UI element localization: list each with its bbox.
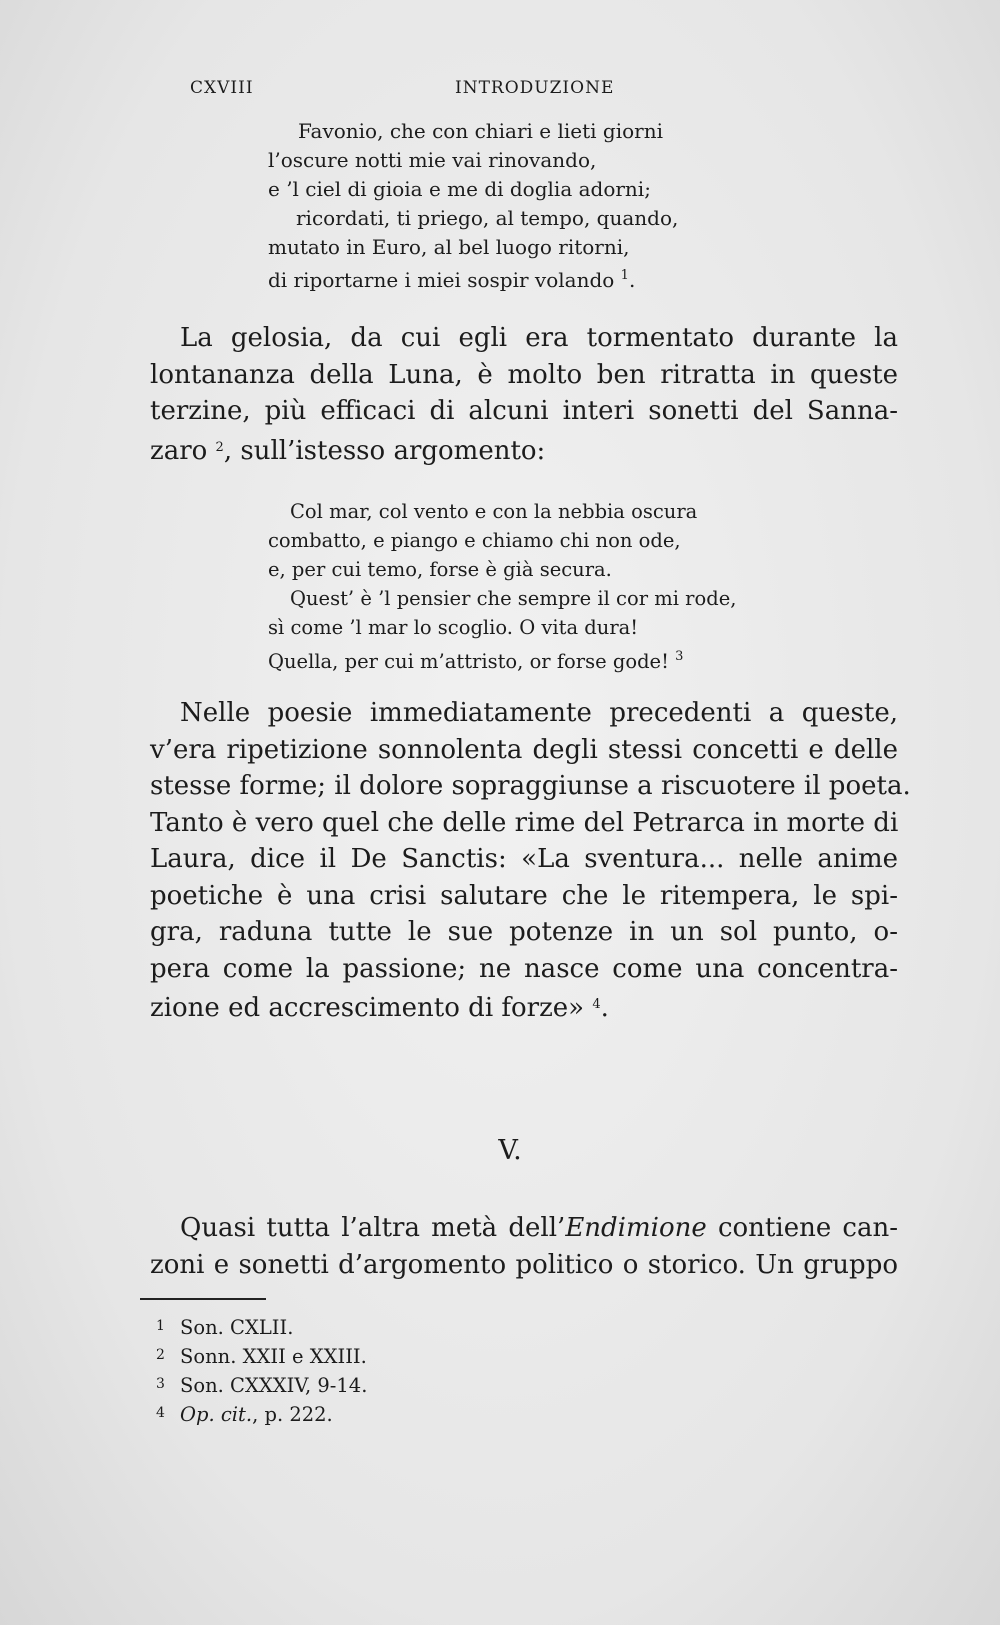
page-number: CXVIII	[190, 78, 254, 98]
text-line	[150, 987, 898, 1027]
footnote-mark: 4	[156, 1405, 165, 1421]
footnote	[156, 1316, 293, 1339]
text-fragment: zaro	[150, 435, 208, 466]
footnote-ref: 4	[592, 997, 601, 1012]
paragraph-endimione	[150, 1210, 898, 1283]
text-line: poetiche è una crisi salutare che le ritempera, le spi-	[150, 880, 898, 911]
poem-line: l’oscure notti mie vai rinovando,	[268, 148, 597, 172]
text-line: zoni e sonetti d’argomento politico o storico. Un gruppo	[150, 1249, 898, 1280]
poem-line: ricordati, ti priego, al tempo, quando,	[296, 206, 679, 230]
poem-line: sì come ’l mar lo scoglio. O vita dura!	[268, 616, 639, 639]
text-fragment: , sull’istesso argomento:	[223, 435, 546, 466]
running-header	[190, 78, 890, 108]
text-fragment: Quasi tutta l’altra metà dell’	[180, 1213, 566, 1243]
text-fragment: zione ed accrescimento di forze»	[150, 993, 585, 1023]
text-line: Nelle poesie immediatamente precedenti a queste,	[180, 698, 898, 728]
text-line	[150, 430, 898, 470]
footnote-text: , p. 222.	[252, 1403, 333, 1426]
footnote-ref: 1	[620, 268, 629, 283]
text-line: terzine, più efficaci di alcuni interi sonetti del Sanna-	[150, 396, 898, 426]
footnote-text: Sonn. XXII e XXIII.	[180, 1345, 367, 1368]
text-line: Laura, dice il De Sanctis: «La sventura... nelle anime	[150, 844, 898, 874]
text-line: pera come la passione; ne nasce come una concentra-	[150, 953, 898, 984]
poem-line: mutato in Euro, al bel luogo ritorni,	[268, 235, 630, 259]
text-line: stesse forme; il dolore sopraggiunse a riscuotere il poeta.	[150, 771, 911, 801]
text-line: lontananza della Luna, è molto ben ritratta in queste	[150, 359, 898, 390]
footnote	[156, 1345, 367, 1368]
paragraph-poesie	[150, 695, 911, 1027]
poem-line: Col mar, col vento e con la nebbia oscura	[290, 500, 698, 523]
footnote-mark: 2	[156, 1347, 165, 1363]
text-line: gra, raduna tutte le sue potenze in un sol punto, o-	[150, 917, 898, 947]
text-line: v’era ripetizione sonnolenta degli stessi concetti e delle	[150, 734, 898, 765]
text-fragment: contiene can-	[706, 1213, 898, 1243]
footnote-text: Son. CXLII.	[180, 1316, 294, 1339]
poem-line: di riportarne i miei sospir volando $^1$.	[268, 268, 636, 292]
poem-line-text: di riportarne i miei sospir volando	[268, 268, 615, 292]
text-fragment: .	[600, 993, 609, 1023]
text-line	[150, 1210, 898, 1247]
poem-line: e, per cui temo, forse è già secura.	[268, 558, 612, 581]
poem-line: e ’l ciel di gioia e me di doglia adorni;	[268, 177, 651, 201]
work-title: Endimione	[565, 1213, 707, 1243]
footnote	[156, 1374, 367, 1397]
poem-line-text: Quella, per cui m’attristo, or forse gode!	[268, 650, 669, 673]
paragraph-gelosia	[150, 320, 898, 469]
section-heading: V.	[498, 1135, 522, 1166]
footnote-mark: 3	[156, 1376, 165, 1392]
footnote-rule	[140, 1298, 266, 1300]
footnote-citation: Op. cit.	[180, 1403, 253, 1426]
footnote	[156, 1403, 333, 1426]
footnote-mark: 1	[156, 1318, 165, 1334]
poem-line	[268, 643, 683, 676]
text-line: Tanto è vero quel che delle rime del Petrarca in morte di	[150, 807, 899, 838]
running-title: INTRODUZIONE	[455, 78, 615, 98]
poem-line: Quest’ è ’l pensier che sempre il cor mi rode,	[290, 587, 737, 610]
poem-line: combatto, e piango e chiamo chi non ode,	[268, 529, 681, 552]
footnote-ref: 2	[215, 439, 224, 455]
text-line: La gelosia, da cui egli era tormentato durante la	[180, 323, 898, 353]
footnote-ref: 3	[675, 649, 684, 664]
footnote-text: Son. CXXXIV, 9-14.	[180, 1374, 368, 1397]
poem-line: Favonio, che con chiari e lieti giorni	[298, 119, 663, 143]
